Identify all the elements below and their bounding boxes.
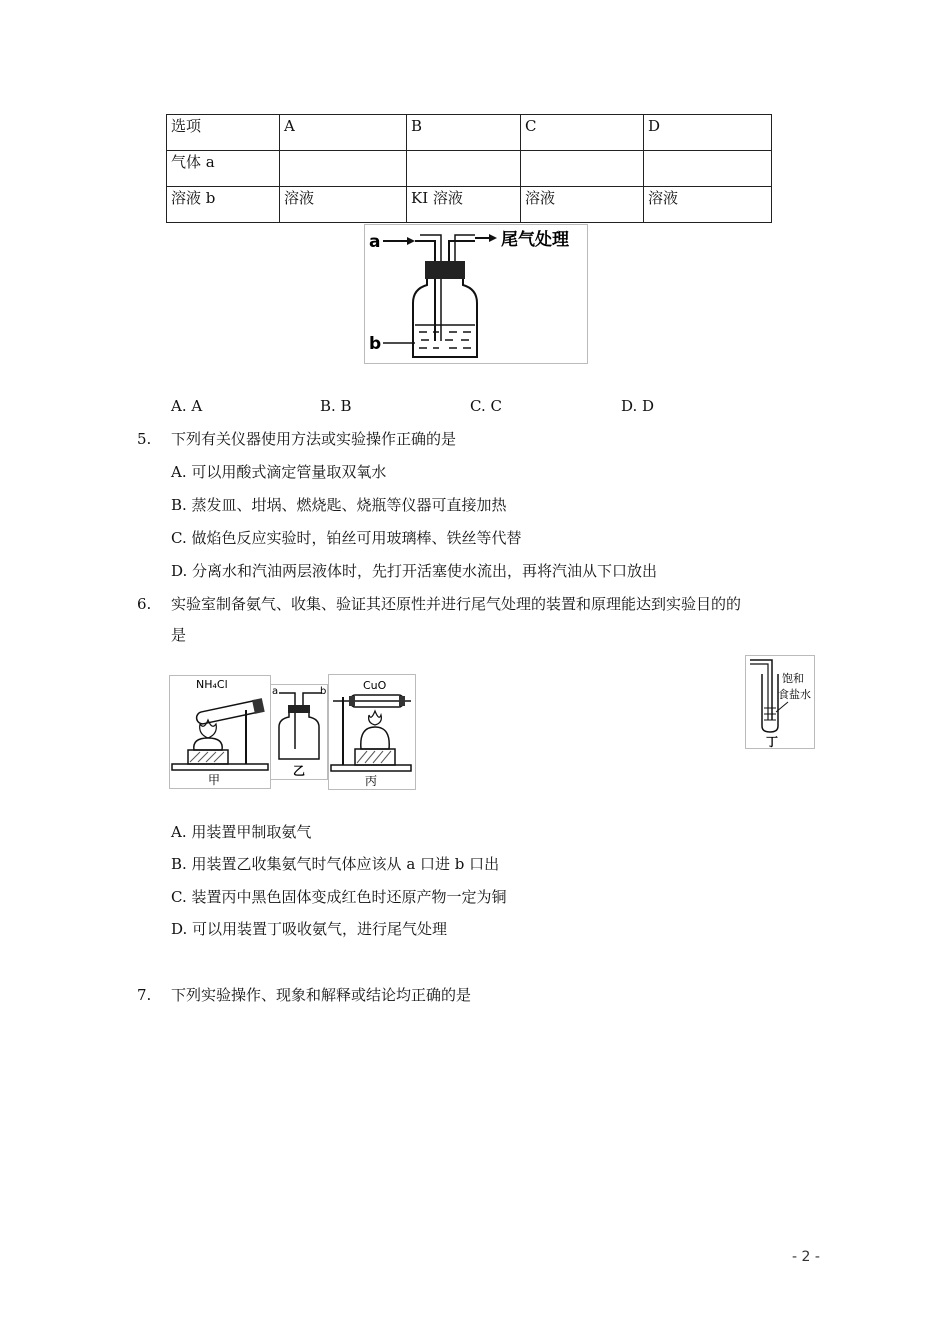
table-cell: [407, 151, 521, 187]
table-row: [167, 187, 772, 223]
yi-label: 乙: [293, 764, 306, 778]
table-cell: 溶液 b: [167, 187, 280, 223]
table-cell: 溶液: [644, 187, 772, 223]
table-cell: D: [644, 115, 772, 151]
q6-option-d: D. 可以用装置丁吸收氨气，进行尾气处理: [171, 920, 448, 938]
q5-stem: 下列有关仪器使用方法或实验操作正确的是: [171, 430, 457, 448]
q6-option-a: A. 用装置甲制取氨气: [171, 823, 312, 841]
ding-label: 丁: [766, 735, 779, 748]
table-cell: 选项: [167, 115, 280, 151]
apparatus-yi-figure: [270, 684, 328, 780]
bing-reagent-label: CuO: [363, 679, 387, 692]
gas-bottle-figure: [364, 224, 588, 364]
table-row: [167, 151, 772, 187]
jia-label: 甲: [208, 773, 221, 787]
q4-choice-b: B. B: [320, 397, 352, 415]
jia-reagent-label: NH₄Cl: [196, 678, 228, 691]
table-cell: 溶液: [521, 187, 644, 223]
table-cell: 气体 a: [167, 151, 280, 187]
yi-b-label: b: [320, 686, 327, 697]
label-b: b: [369, 334, 382, 354]
q6-number: 6.: [137, 595, 152, 613]
table-cell: C: [521, 115, 644, 151]
q5-option-a: A. 可以用酸式滴定管量取双氧水: [171, 463, 387, 481]
ding-reagent-line2: 食盐水: [778, 688, 811, 701]
q6-stem-line2: 是: [171, 626, 187, 644]
q4-choice-d: D. D: [621, 397, 655, 415]
ding-reagent-line1: 饱和: [782, 672, 804, 685]
apparatus-ding-figure: [745, 655, 815, 749]
table-row: [167, 115, 772, 151]
q5-option-d: D. 分离水和汽油两层液体时，先打开活塞使水流出，再将汽油从下口放出: [171, 562, 658, 580]
apparatus-bing-figure: [328, 674, 416, 790]
q5-number: 5.: [137, 430, 152, 448]
q5-option-c: C. 做焰色反应实验时，铂丝可用玻璃棒、铁丝等代替: [171, 529, 522, 547]
label-tail-gas: 尾气处理: [501, 230, 569, 250]
label-a: a: [369, 232, 381, 252]
table-cell: KI 溶液: [407, 187, 521, 223]
table-cell: B: [407, 115, 521, 151]
q5-option-b: B. 蒸发皿、坩埚、燃烧匙、烧瓶等仪器可直接加热: [171, 496, 507, 514]
yi-a-label: a: [272, 686, 279, 697]
table-cell: [521, 151, 644, 187]
q4-choice-c: C. C: [470, 397, 502, 415]
table-cell: 溶液: [280, 187, 407, 223]
q7-number: 7.: [137, 986, 152, 1004]
apparatus-jia-figure: [169, 675, 271, 789]
q7-stem: 下列实验操作、现象和解释或结论均正确的是: [171, 986, 472, 1004]
q6-stem-line1: 实验室制备氨气、收集、验证其还原性并进行尾气处理的装置和原理能达到实验目的的: [171, 595, 742, 613]
bing-label: 丙: [365, 774, 378, 788]
q6-option-c: C. 装置丙中黑色固体变成红色时还原产物一定为铜: [171, 888, 507, 906]
table-cell: [644, 151, 772, 187]
page-number: - 2 -: [792, 1249, 820, 1265]
q6-option-b: B. 用装置乙收集氨气时气体应该从 a 口进 b 口出: [171, 855, 500, 873]
table-cell: [280, 151, 407, 187]
q4-choice-a: A. A: [171, 397, 203, 415]
options-table: [166, 114, 772, 223]
table-cell: A: [280, 115, 407, 151]
